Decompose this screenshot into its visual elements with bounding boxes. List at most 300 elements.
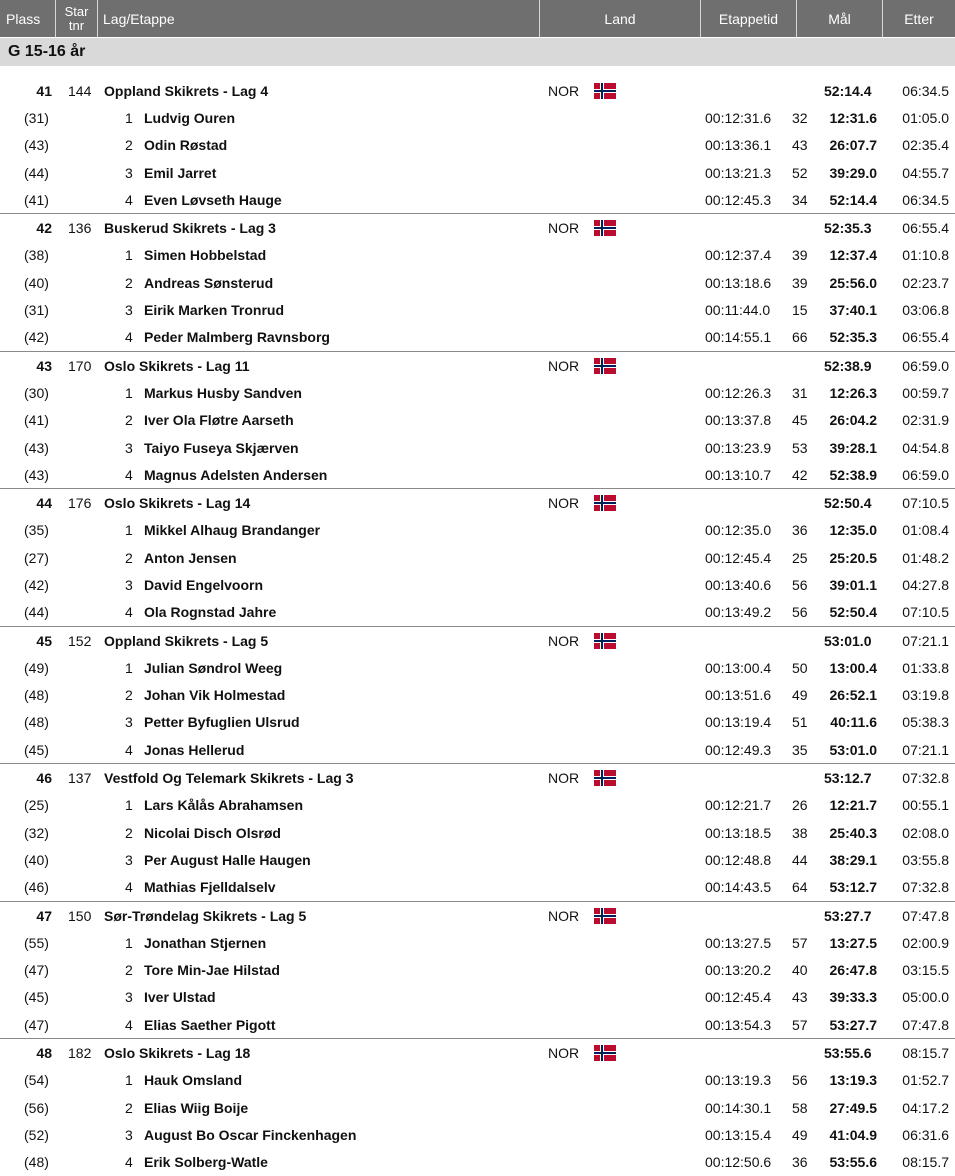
leg-rank: 57	[792, 934, 808, 951]
leg-number: 4	[125, 604, 133, 621]
athlete-name: Ola Rognstad Jahre	[144, 604, 277, 621]
etter-label: Etter	[904, 10, 934, 27]
cumulative-time: 39:01.1	[829, 576, 877, 593]
cumulative-time: 13:19.3	[829, 1072, 877, 1089]
norway-flag-icon	[594, 358, 616, 374]
team-nation: NOR	[548, 220, 580, 237]
leg-time: 00:13:19.4	[705, 714, 772, 731]
team-name: Oppland Skikrets - Lag 5	[104, 632, 269, 649]
team-name: Buskerud Skikrets - Lag 3	[104, 220, 276, 237]
leg-number: 2	[125, 412, 133, 429]
leg-place: (54)	[24, 1072, 49, 1089]
leg-time: 00:12:48.8	[705, 851, 772, 868]
team-time-behind: 07:32.8	[902, 770, 949, 787]
team-finish-time: 53:12.7	[824, 770, 872, 787]
athlete-name: Tore Min-Jae Hilstad	[144, 962, 280, 979]
leg-row[interactable]	[0, 1094, 955, 1121]
leg-place: (45)	[24, 741, 49, 758]
leg-time-behind: 06:59.0	[902, 466, 949, 483]
leg-row[interactable]	[0, 324, 955, 351]
athlete-name: Anton Jensen	[144, 549, 237, 566]
athlete-name: Elias Saether Pigott	[144, 1016, 276, 1033]
leg-row[interactable]	[0, 957, 955, 984]
team-row[interactable]	[0, 77, 955, 104]
leg-row[interactable]	[0, 571, 955, 598]
cumulative-time: 39:29.0	[829, 164, 877, 181]
team-row[interactable]	[0, 488, 955, 516]
cumulative-time: 39:33.3	[829, 989, 877, 1006]
leg-time-behind: 07:32.8	[902, 879, 949, 896]
leg-time: 00:13:54.3	[705, 1016, 772, 1033]
leg-time: 00:12:45.4	[705, 989, 772, 1006]
leg-number: 2	[125, 549, 133, 566]
athlete-name: Odin Røstad	[144, 137, 228, 154]
maal-label: Mål	[828, 10, 851, 27]
leg-time-behind: 00:59.7	[902, 384, 949, 401]
team-block	[0, 488, 955, 625]
leg-number: 1	[125, 109, 133, 126]
leg-place: (38)	[24, 247, 49, 264]
team-place: 42	[36, 220, 52, 237]
leg-time-behind: 07:47.8	[902, 1016, 949, 1033]
leg-rank: 45	[792, 412, 808, 429]
leg-row[interactable]	[0, 1149, 955, 1176]
leg-row[interactable]	[0, 1067, 955, 1094]
norway-flag-icon	[594, 495, 616, 511]
leg-time: 00:14:43.5	[705, 879, 772, 896]
athlete-name: Simen Hobbelstad	[144, 247, 267, 264]
leg-row[interactable]	[0, 874, 955, 901]
leg-time-behind: 05:00.0	[902, 989, 949, 1006]
leg-place: (44)	[24, 604, 49, 621]
leg-rank: 39	[792, 247, 808, 264]
team-time-behind: 07:10.5	[902, 495, 949, 512]
leg-time: 00:14:30.1	[705, 1099, 772, 1116]
team-name: Sør-Trøndelag Skikrets - Lag 5	[104, 907, 307, 924]
leg-row[interactable]	[0, 242, 955, 269]
team-place: 45	[36, 632, 52, 649]
leg-number: 1	[125, 797, 133, 814]
leg-number: 2	[125, 137, 133, 154]
team-block	[0, 901, 955, 1038]
leg-number: 3	[125, 576, 133, 593]
leg-place: (42)	[24, 576, 49, 593]
team-block	[0, 213, 955, 350]
team-time-behind: 07:47.8	[902, 907, 949, 924]
team-nation: NOR	[548, 357, 580, 374]
leg-number: 3	[125, 851, 133, 868]
column-header-maal[interactable]	[797, 0, 883, 37]
leg-time: 00:13:21.3	[705, 164, 772, 181]
leg-time-behind: 01:08.4	[902, 522, 949, 539]
athlete-name: Magnus Adelsten Andersen	[144, 466, 328, 483]
leg-place: (31)	[24, 109, 49, 126]
leg-time-behind: 02:00.9	[902, 934, 949, 951]
team-start-number: 170	[68, 357, 92, 374]
leg-row[interactable]	[0, 104, 955, 131]
leg-row[interactable]	[0, 379, 955, 406]
athlete-name: August Bo Oscar Finckenhagen	[144, 1126, 357, 1143]
leg-time: 00:13:20.2	[705, 962, 772, 979]
leg-rank: 51	[792, 714, 808, 731]
team-start-number: 137	[68, 770, 92, 787]
leg-time-behind: 00:55.1	[902, 797, 949, 814]
leg-row[interactable]	[0, 682, 955, 709]
leg-row[interactable]	[0, 709, 955, 736]
leg-rank: 32	[792, 109, 808, 126]
leg-row[interactable]	[0, 269, 955, 296]
athlete-name: Elias Wiig Boije	[144, 1099, 249, 1116]
team-finish-time: 53:01.0	[824, 632, 872, 649]
leg-place: (55)	[24, 934, 49, 951]
athlete-name: Johan Vik Holmestad	[144, 687, 286, 704]
team-block	[0, 351, 955, 488]
leg-time: 00:13:18.6	[705, 274, 772, 291]
leg-rank: 56	[792, 1072, 808, 1089]
leg-row[interactable]	[0, 296, 955, 323]
column-header-etappetid[interactable]	[701, 0, 797, 37]
leg-number: 3	[125, 989, 133, 1006]
leg-rank: 43	[792, 989, 808, 1006]
leg-rank: 35	[792, 741, 808, 758]
cumulative-time: 25:40.3	[829, 824, 877, 841]
leg-number: 4	[125, 1016, 133, 1033]
cumulative-time: 37:40.1	[829, 302, 877, 319]
leg-place: (43)	[24, 137, 49, 154]
leg-row[interactable]	[0, 517, 955, 544]
leg-rank: 36	[792, 522, 808, 539]
cumulative-time: 25:20.5	[829, 549, 877, 566]
leg-time-behind: 01:52.7	[902, 1072, 949, 1089]
leg-place: (47)	[24, 1016, 49, 1033]
leg-number: 4	[125, 1154, 133, 1171]
team-start-number: 152	[68, 632, 92, 649]
leg-rank: 39	[792, 274, 808, 291]
athlete-name: Lars Kålås Abrahamsen	[144, 797, 303, 814]
leg-number: 3	[125, 439, 133, 456]
cumulative-time: 26:07.7	[829, 137, 877, 154]
team-start-number: 150	[68, 907, 92, 924]
leg-time-behind: 06:34.5	[902, 191, 949, 208]
athlete-name: Emil Jarret	[144, 164, 217, 181]
leg-time-behind: 03:06.8	[902, 302, 949, 319]
athlete-name: Petter Byfuglien Ulsrud	[144, 714, 300, 731]
leg-time-behind: 04:54.8	[902, 439, 949, 456]
cumulative-time: 53:27.7	[829, 1016, 877, 1033]
leg-number: 1	[125, 659, 133, 676]
leg-rank: 36	[792, 1154, 808, 1171]
cumulative-time: 39:28.1	[829, 439, 877, 456]
startnr-label-line1: Star	[64, 3, 89, 19]
leg-rank: 57	[792, 1016, 808, 1033]
leg-row[interactable]	[0, 1121, 955, 1148]
athlete-name: David Engelvoorn	[144, 576, 264, 593]
team-block	[0, 77, 955, 213]
leg-rank: 49	[792, 687, 808, 704]
cumulative-time: 13:00.4	[829, 659, 877, 676]
cumulative-time: 26:52.1	[829, 687, 877, 704]
column-header-land[interactable]	[540, 0, 701, 37]
leg-row[interactable]	[0, 186, 955, 213]
athlete-name: Iver Ulstad	[144, 989, 216, 1006]
column-header-startnr[interactable]	[56, 0, 98, 37]
leg-place: (41)	[24, 412, 49, 429]
column-header-etter[interactable]	[883, 0, 955, 37]
team-block	[0, 626, 955, 763]
athlete-name: Julian Søndrol Weeg	[144, 659, 283, 676]
team-place: 46	[36, 770, 52, 787]
leg-time: 00:13:49.2	[705, 604, 772, 621]
team-row[interactable]	[0, 626, 955, 654]
leg-row[interactable]	[0, 929, 955, 956]
cumulative-time: 40:11.6	[830, 714, 877, 731]
athlete-name: Peder Malmberg Ravnsborg	[144, 329, 330, 346]
cumulative-time: 27:49.5	[829, 1099, 877, 1116]
cumulative-time: 53:01.0	[829, 741, 877, 758]
team-place: 44	[36, 495, 52, 512]
team-start-number: 176	[68, 495, 92, 512]
team-nation: NOR	[548, 632, 580, 649]
athlete-name: Iver Ola Fløtre Aarseth	[144, 412, 294, 429]
team-row[interactable]	[0, 1038, 955, 1066]
leg-time-behind: 04:55.7	[902, 164, 949, 181]
leg-place: (45)	[24, 989, 49, 1006]
cumulative-time: 26:47.8	[829, 962, 877, 979]
norway-flag-icon	[594, 220, 616, 236]
leg-rank: 25	[792, 549, 808, 566]
leg-row[interactable]	[0, 792, 955, 819]
startnr-label-line2: tnr	[68, 17, 85, 33]
cumulative-time: 53:12.7	[829, 879, 877, 896]
leg-place: (31)	[24, 302, 49, 319]
leg-time-behind: 01:05.0	[902, 109, 949, 126]
leg-place: (46)	[24, 879, 49, 896]
leg-place: (42)	[24, 329, 49, 346]
cumulative-time: 53:55.6	[829, 1154, 877, 1171]
cumulative-time: 52:35.3	[829, 329, 877, 346]
leg-time: 00:13:19.3	[705, 1072, 772, 1089]
athlete-name: Ludvig Ouren	[144, 109, 235, 126]
leg-number: 2	[125, 274, 133, 291]
leg-number: 3	[125, 164, 133, 181]
leg-place: (27)	[24, 549, 49, 566]
team-time-behind: 06:34.5	[902, 82, 949, 99]
cumulative-time: 12:31.6	[829, 109, 877, 126]
leg-place: (49)	[24, 659, 49, 676]
leg-time: 00:13:36.1	[705, 137, 772, 154]
leg-rank: 53	[792, 439, 808, 456]
leg-row[interactable]	[0, 984, 955, 1011]
team-start-number: 144	[68, 82, 92, 99]
leg-number: 4	[125, 879, 133, 896]
leg-number: 1	[125, 247, 133, 264]
leg-rank: 15	[792, 302, 808, 319]
norway-flag-icon	[594, 633, 616, 649]
etappetid-label: Etappetid	[718, 10, 779, 27]
leg-time-behind: 03:15.5	[902, 962, 949, 979]
leg-number: 2	[125, 962, 133, 979]
leg-row[interactable]	[0, 407, 955, 434]
leg-time: 00:12:45.4	[705, 549, 772, 566]
leg-time-behind: 04:17.2	[902, 1099, 949, 1116]
team-start-number: 182	[68, 1045, 92, 1062]
leg-row[interactable]	[0, 434, 955, 461]
athlete-name: Erik Solberg-Watle	[144, 1154, 268, 1171]
leg-rank: 49	[792, 1126, 808, 1143]
leg-number: 1	[125, 522, 133, 539]
team-nation: NOR	[548, 907, 580, 924]
class-title: G 15-16 år	[0, 38, 955, 66]
leg-place: (43)	[24, 466, 49, 483]
leg-place: (52)	[24, 1126, 49, 1143]
leg-time: 00:12:37.4	[705, 247, 772, 264]
results-header	[0, 0, 955, 37]
athlete-name: Jonas Hellerud	[144, 741, 245, 758]
leg-place: (48)	[24, 687, 49, 704]
team-place: 47	[36, 907, 52, 924]
team-row[interactable]	[0, 901, 955, 929]
leg-time-behind: 07:21.1	[902, 741, 949, 758]
leg-time: 00:14:55.1	[705, 329, 772, 346]
leg-place: (30)	[24, 384, 49, 401]
cumulative-time: 12:21.7	[829, 797, 877, 814]
cumulative-time: 52:50.4	[829, 604, 877, 621]
leg-rank: 52	[792, 164, 808, 181]
leg-place: (41)	[24, 191, 49, 208]
leg-row[interactable]	[0, 132, 955, 159]
leg-rank: 43	[792, 137, 808, 154]
team-time-behind: 06:59.0	[902, 357, 949, 374]
leg-time: 00:12:35.0	[705, 522, 772, 539]
leg-time-behind: 01:48.2	[902, 549, 949, 566]
leg-rank: 56	[792, 576, 808, 593]
team-row[interactable]	[0, 213, 955, 241]
cumulative-time: 12:26.3	[829, 384, 877, 401]
leg-time: 00:13:00.4	[705, 659, 772, 676]
leg-place: (48)	[24, 714, 49, 731]
team-place: 48	[36, 1045, 52, 1062]
athlete-name: Mathias Fjelldalselv	[144, 879, 276, 896]
leg-number: 4	[125, 466, 133, 483]
cumulative-time: 41:04.9	[829, 1126, 877, 1143]
team-nation: NOR	[548, 82, 580, 99]
leg-time-behind: 03:55.8	[902, 851, 949, 868]
athlete-name: Nicolai Disch Olsrød	[144, 824, 281, 841]
leg-rank: 44	[792, 851, 808, 868]
athlete-name: Jonathan Stjernen	[144, 934, 267, 951]
leg-time: 00:12:26.3	[705, 384, 772, 401]
column-header-lag-etappe[interactable]	[98, 0, 540, 37]
team-time-behind: 07:21.1	[902, 632, 949, 649]
leg-time: 00:12:50.6	[705, 1154, 772, 1171]
leg-time: 00:11:44.0	[705, 302, 771, 319]
team-finish-time: 52:38.9	[824, 357, 872, 374]
team-name: Oslo Skikrets - Lag 14	[104, 495, 251, 512]
leg-number: 3	[125, 302, 133, 319]
team-place: 43	[36, 357, 52, 374]
leg-row[interactable]	[0, 159, 955, 186]
team-row[interactable]	[0, 351, 955, 379]
leg-row[interactable]	[0, 461, 955, 488]
team-name: Oslo Skikrets - Lag 18	[104, 1045, 251, 1062]
cumulative-time: 25:56.0	[829, 274, 877, 291]
athlete-name: Mikkel Alhaug Brandanger	[144, 522, 321, 539]
team-name: Oslo Skikrets - Lag 11	[104, 357, 250, 374]
leg-time: 00:13:40.6	[705, 576, 772, 593]
norway-flag-icon	[594, 770, 616, 786]
leg-time: 00:13:37.8	[705, 412, 772, 429]
leg-time-behind: 01:33.8	[902, 659, 949, 676]
leg-row[interactable]	[0, 736, 955, 763]
leg-place: (40)	[24, 274, 49, 291]
leg-rank: 66	[792, 329, 808, 346]
norway-flag-icon	[594, 83, 616, 99]
cumulative-time: 52:38.9	[829, 466, 877, 483]
team-row[interactable]	[0, 763, 955, 791]
leg-time: 00:12:21.7	[705, 797, 772, 814]
leg-place: (25)	[24, 797, 49, 814]
leg-rank: 42	[792, 466, 808, 483]
leg-number: 2	[125, 687, 133, 704]
leg-time-behind: 03:19.8	[902, 687, 949, 704]
athlete-name: Taiyo Fuseya Skjærven	[144, 439, 299, 456]
leg-row[interactable]	[0, 654, 955, 681]
leg-place: (56)	[24, 1099, 49, 1116]
team-nation: NOR	[548, 495, 580, 512]
leg-row[interactable]	[0, 1011, 955, 1038]
leg-rank: 50	[792, 659, 808, 676]
leg-rank: 38	[792, 824, 808, 841]
leg-time-behind: 02:31.9	[902, 412, 949, 429]
leg-place: (47)	[24, 962, 49, 979]
team-name: Oppland Skikrets - Lag 4	[104, 82, 269, 99]
leg-number: 4	[125, 741, 133, 758]
team-time-behind: 06:55.4	[902, 220, 949, 237]
leg-row[interactable]	[0, 819, 955, 846]
cumulative-time: 26:04.2	[829, 412, 877, 429]
athlete-name: Hauk Omsland	[144, 1072, 243, 1089]
leg-number: 4	[125, 329, 133, 346]
leg-time: 00:13:15.4	[705, 1126, 772, 1143]
team-start-number: 136	[68, 220, 92, 237]
leg-rank: 26	[792, 797, 808, 814]
leg-time: 00:13:51.6	[705, 687, 772, 704]
athlete-name: Markus Husby Sandven	[144, 384, 302, 401]
leg-time-behind: 02:23.7	[902, 274, 949, 291]
leg-time: 00:13:18.5	[705, 824, 772, 841]
team-time-behind: 08:15.7	[902, 1045, 949, 1062]
leg-place: (44)	[24, 164, 49, 181]
leg-time-behind: 05:38.3	[902, 714, 949, 731]
cumulative-time: 52:14.4	[829, 191, 877, 208]
leg-row[interactable]	[0, 544, 955, 571]
leg-number: 3	[125, 714, 133, 731]
leg-number: 1	[125, 384, 133, 401]
leg-rank: 56	[792, 604, 808, 621]
leg-place: (40)	[24, 851, 49, 868]
norway-flag-icon	[594, 1045, 616, 1061]
leg-row[interactable]	[0, 846, 955, 873]
leg-number: 2	[125, 824, 133, 841]
leg-row[interactable]	[0, 599, 955, 626]
leg-place: (43)	[24, 439, 49, 456]
leg-number: 2	[125, 1099, 133, 1116]
column-header-plass[interactable]	[0, 0, 56, 37]
team-finish-time: 52:50.4	[824, 495, 872, 512]
leg-time-behind: 08:15.7	[902, 1154, 949, 1171]
team-finish-time: 52:14.4	[824, 82, 872, 99]
cumulative-time: 12:35.0	[829, 522, 877, 539]
